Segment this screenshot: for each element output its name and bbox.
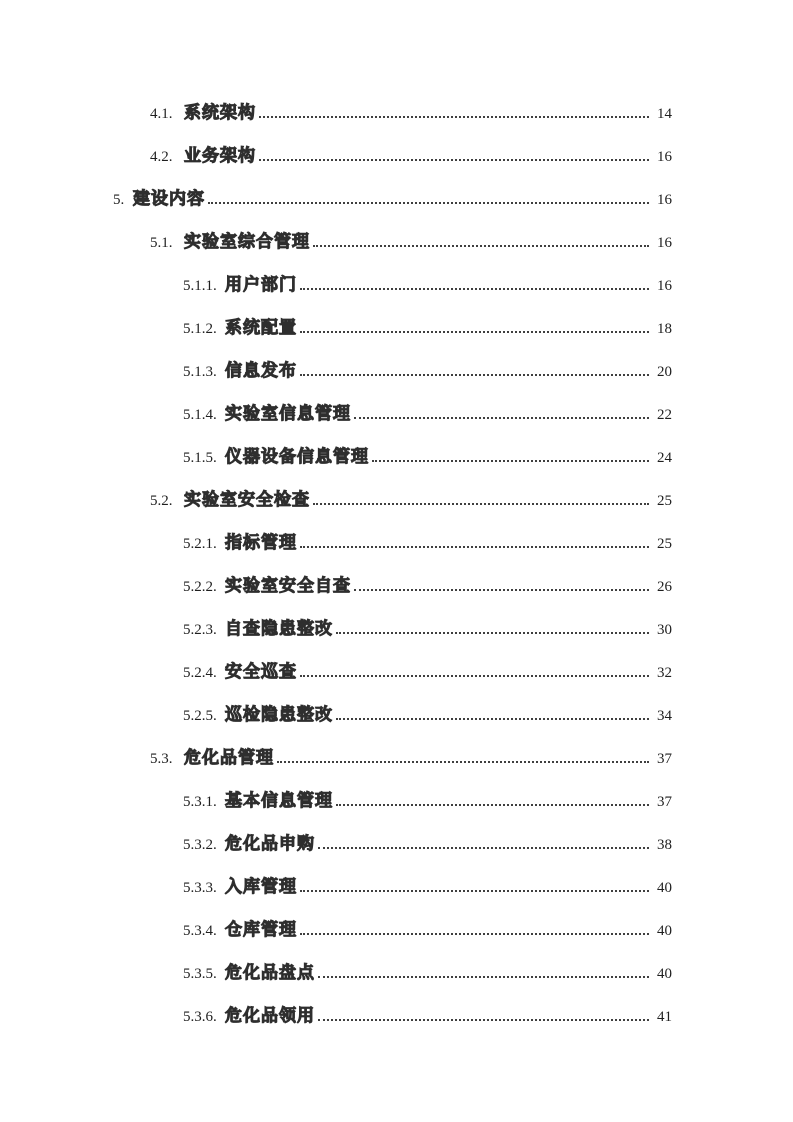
- toc-entry-number: 5.3.3.: [183, 880, 217, 896]
- dot-leader-line: [313, 245, 649, 247]
- toc-entry-number: 5.3.6.: [183, 1009, 217, 1025]
- dot-leader-line: [300, 675, 649, 677]
- toc-entry-page: 16: [657, 278, 672, 294]
- toc-entry[interactable]: [0, 230, 672, 255]
- dot-leader-line: [300, 890, 649, 892]
- toc-entry-number: 4.1.: [150, 106, 173, 122]
- toc-entry-page: 32: [657, 665, 672, 681]
- toc-entry[interactable]: [0, 617, 672, 642]
- dot-leader-line: [259, 159, 649, 161]
- toc-entry-title: 实验室综合管理: [184, 232, 310, 252]
- toc-entry[interactable]: [0, 488, 672, 513]
- toc-entry-title: 危化品盘点: [225, 963, 315, 983]
- dot-leader-line: [354, 589, 649, 591]
- toc-entry-page: 40: [657, 880, 672, 896]
- toc-entry-page: 16: [657, 149, 672, 165]
- toc-entry[interactable]: [0, 875, 672, 900]
- toc-entry-number: 5.2.3.: [183, 622, 217, 638]
- toc-entry-page: 14: [657, 106, 672, 122]
- toc-entry-page: 40: [657, 966, 672, 982]
- dot-leader-line: [336, 718, 649, 720]
- toc-entry-title: 系统配置: [225, 318, 297, 338]
- toc-entry-page: 37: [657, 794, 672, 810]
- toc-entry[interactable]: [0, 531, 672, 556]
- dot-leader-line: [300, 546, 649, 548]
- toc-entry[interactable]: [0, 101, 672, 126]
- toc-entry-number: 5.2.5.: [183, 708, 217, 724]
- toc-entry-number: 5.3.5.: [183, 966, 217, 982]
- toc-entry-title: 系统架构: [184, 103, 256, 123]
- dot-leader-line: [372, 460, 649, 462]
- toc-entry-number: 5.2.1.: [183, 536, 217, 552]
- toc-entry[interactable]: [0, 789, 672, 814]
- dot-leader-line: [354, 417, 649, 419]
- toc-entry-number: 5.2.: [150, 493, 173, 509]
- toc-entry-title: 巡检隐患整改: [225, 705, 333, 725]
- toc-entry[interactable]: [0, 273, 672, 298]
- dot-leader-line: [300, 933, 649, 935]
- toc-entry-page: 38: [657, 837, 672, 853]
- toc-entry-title: 危化品领用: [225, 1006, 315, 1026]
- toc-entry-title: 实验室安全检查: [184, 490, 310, 510]
- toc-entry-page: 26: [657, 579, 672, 595]
- toc-entry-page: 34: [657, 708, 672, 724]
- toc-entry-page: 16: [657, 192, 672, 208]
- toc-entry-number: 5.2.2.: [183, 579, 217, 595]
- toc-entry-title: 实验室信息管理: [225, 404, 351, 424]
- toc-entry-title: 入库管理: [225, 877, 297, 897]
- toc-entry[interactable]: [0, 144, 672, 169]
- toc-entry-title: 基本信息管理: [225, 791, 333, 811]
- toc-entry[interactable]: [0, 402, 672, 427]
- toc-entry[interactable]: [0, 703, 672, 728]
- toc-entry-number: 5.3.4.: [183, 923, 217, 939]
- toc-entry-number: 5.1.5.: [183, 450, 217, 466]
- toc-entry-title: 指标管理: [225, 533, 297, 553]
- toc-entry[interactable]: [0, 1004, 672, 1029]
- dot-leader-line: [313, 503, 649, 505]
- toc-entry-number: 5.1.: [150, 235, 173, 251]
- dot-leader-line: [336, 804, 649, 806]
- toc-entry[interactable]: [0, 660, 672, 685]
- toc-entry-title: 仓库管理: [225, 920, 297, 940]
- dot-leader-line: [208, 202, 649, 204]
- dot-leader-line: [300, 374, 649, 376]
- toc-entry-number: 5.2.4.: [183, 665, 217, 681]
- toc-entry[interactable]: [0, 187, 672, 212]
- toc-entry[interactable]: [0, 574, 672, 599]
- toc-entry-number: 5.1.1.: [183, 278, 217, 294]
- toc-entry-number: 4.2.: [150, 149, 173, 165]
- toc-entry-number: 5.1.3.: [183, 364, 217, 380]
- dot-leader-line: [300, 288, 649, 290]
- dot-leader-line: [318, 847, 649, 849]
- toc-entry-title: 危化品管理: [184, 748, 274, 768]
- toc-entry-page: 41: [657, 1009, 672, 1025]
- toc-entry-title: 自查隐患整改: [225, 619, 333, 639]
- toc-entry-page: 16: [657, 235, 672, 251]
- toc-entry[interactable]: [0, 746, 672, 771]
- dot-leader-line: [318, 976, 649, 978]
- toc-entry-page: 18: [657, 321, 672, 337]
- toc-entry[interactable]: [0, 359, 672, 384]
- toc-entry-page: 25: [657, 493, 672, 509]
- toc-entry-number: 5.1.2.: [183, 321, 217, 337]
- toc-entry-title: 建设内容: [133, 189, 205, 209]
- dot-leader-line: [259, 116, 649, 118]
- toc-entry-page: 22: [657, 407, 672, 423]
- toc-entry-number: 5.1.4.: [183, 407, 217, 423]
- dot-leader-line: [336, 632, 649, 634]
- toc-entry-number: 5.: [113, 192, 125, 208]
- toc-entry-page: 30: [657, 622, 672, 638]
- toc-entry[interactable]: [0, 445, 672, 470]
- toc-entry[interactable]: [0, 316, 672, 341]
- toc-entry-page: 20: [657, 364, 672, 380]
- toc-entry-page: 37: [657, 751, 672, 767]
- dot-leader-line: [318, 1019, 649, 1021]
- toc-entry-number: 5.3.: [150, 751, 173, 767]
- toc-entry-page: 40: [657, 923, 672, 939]
- dot-leader-line: [277, 761, 649, 763]
- toc-entry-number: 5.3.1.: [183, 794, 217, 810]
- toc-entry-title: 安全巡查: [225, 662, 297, 682]
- toc-entry-page: 24: [657, 450, 672, 466]
- toc-entry-title: 危化品申购: [225, 834, 315, 854]
- dot-leader-line: [300, 331, 649, 333]
- toc-entry[interactable]: [0, 832, 672, 857]
- toc-entry-title: 用户部门: [225, 275, 297, 295]
- toc-entry-page: 25: [657, 536, 672, 552]
- toc-entry-number: 5.3.2.: [183, 837, 217, 853]
- toc-entry-title: 仪器设备信息管理: [225, 447, 369, 467]
- toc-entry-title: 信息发布: [225, 361, 297, 381]
- toc-entry[interactable]: [0, 918, 672, 943]
- toc-entry-title: 业务架构: [184, 146, 256, 166]
- toc-entry-title: 实验室安全自查: [225, 576, 351, 596]
- toc-entry[interactable]: [0, 961, 672, 986]
